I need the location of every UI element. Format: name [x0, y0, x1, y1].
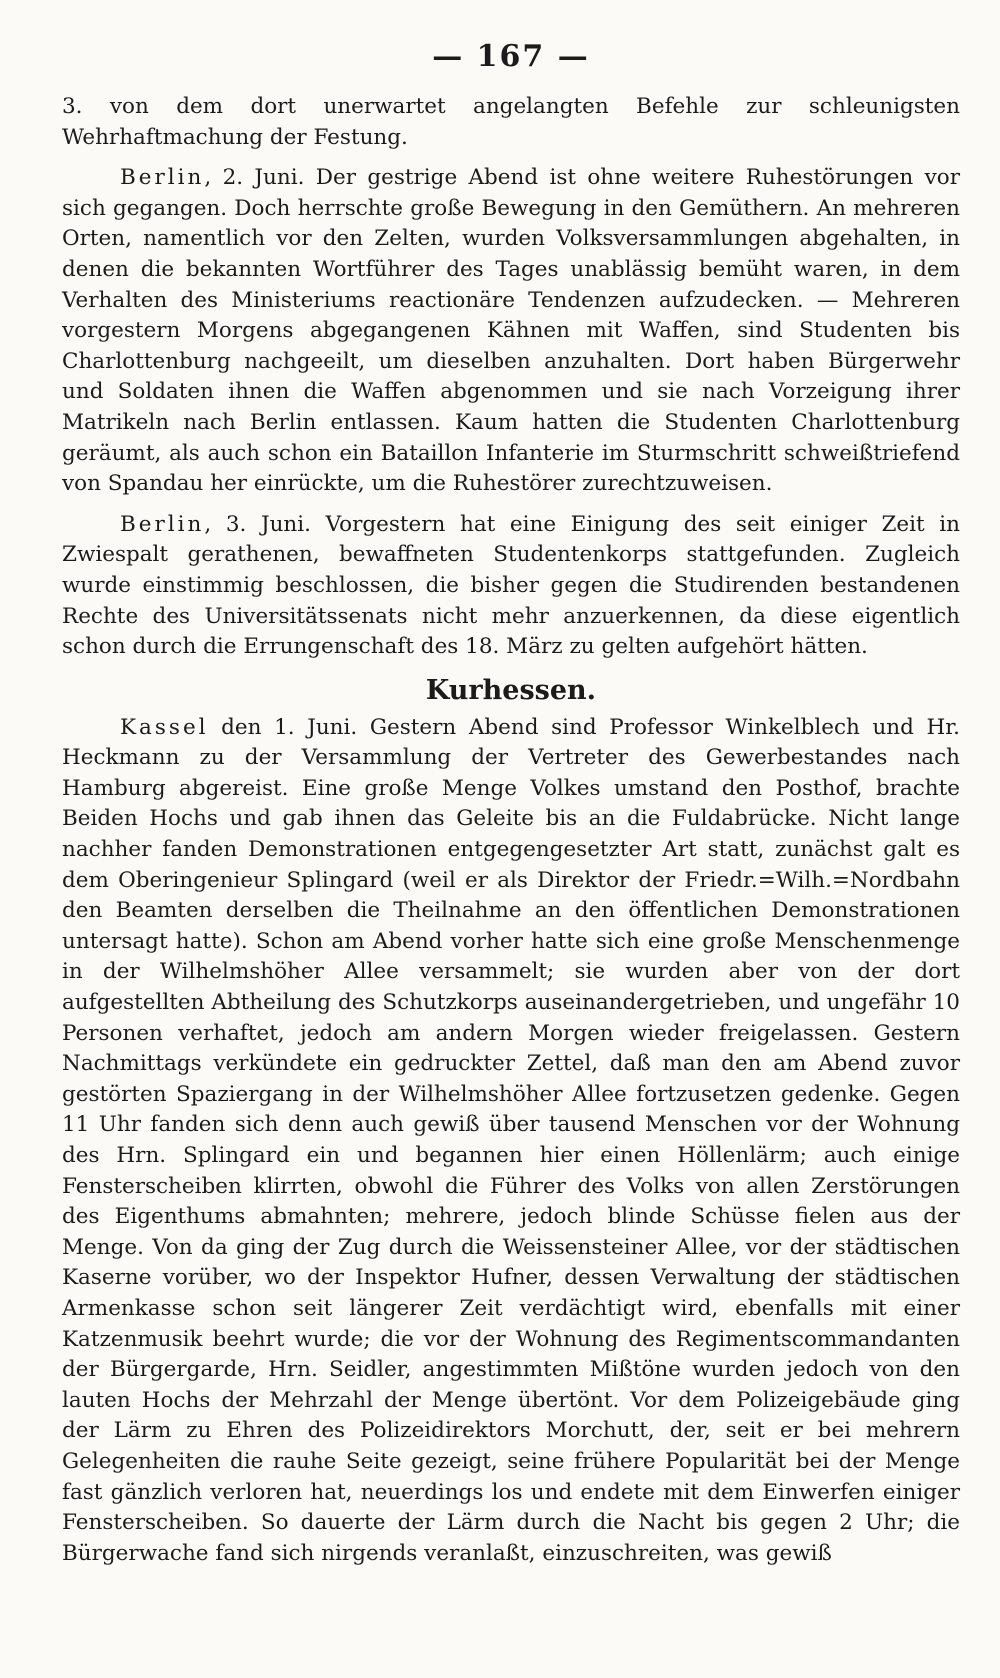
article-place: Berlin: [120, 165, 205, 191]
article-text: Der gestrige Abend ist ohne weitere Ruhestörungen vor sich gegangen. Doch herrschte große Bewegung in den Gemüthern. An mehreren Orten, namentlich vor den Zelten, wurden Volksversammlungen abgehalten, in denen die bekannten Wortführer des Tages unablässig bemüht waren, in dem Verhalten des Ministeriums reactionäre Tendenzen aufzudecken. — Mehreren vorgestern Morgens abgegangenen Kähnen mit Waffen, sind Studenten bis Charlottenburg nachgeeilt, um dieselben anzuhalten. Dort haben Bürgerwehr und Soldaten ihnen die Waffen abgenommen und sie nach Vorzeigung ihrer Matrikeln nach Berlin entlassen. Kaum hatten die Studenten Charlottenburg geräumt, als auch schon ein Bataillon Infanterie im Sturmschritt schweißtriefend von Spandau her einrückte, um die Ruhestörer zurechtzuweisen.: [62, 165, 960, 497]
article-text: Gestern Abend sind Professor Winkelblech und Hr. Heckmann zu der Versammlung der Vertreter des Gewerbestandes nach Hamburg abgereist. Eine große Menge Volkes umstand den Posthof, brachte Beiden Hochs und gab ihnen das Geleite bis an die Fuldabrücke. Nicht lange nachher fanden Demonstrationen entgegengesetzter Art statt, zunächst galt es dem Oberingenieur Splingard (weil er als Direktor der Friedr.=Wilh.=Nordbahn den Beamten derselben die Theilnahme an den öffentlichen Demonstrationen untersagt hatte). Schon am Abend vorher hatte sich eine große Menschenmenge in der Wilhelmshöher Allee versammelt; sie wurden aber von der dort aufgestellten Abtheilung des Schutzkorps auseinandergetrieben, und ungefähr 10 Personen verhaftet, jedoch am andern Morgen wieder freigelassen. Gestern Nachmittags verkündete ein gedruckter Zettel, daß man den am Abend zuvor gestörten Spaziergang in der Wilhelmshöher Allee fortzusetzen gedenke. Gegen 11 Uhr fanden sich denn auch gewiß über tausend Menschen vor der Wohnung des Hrn. Splingard ein und begannen hier einen Höllenlärm; auch einige Fensterscheiben klirrten, obwohl die Führer des Volks von allen Zerstörungen des Eigenthums abmahnten; mehrere, jedoch blinde Schüsse fielen aus der Menge. Von da ging der Zug durch die Weissensteiner Allee, vor der städtischen Kaserne vorüber, wo der Inspektor Hufner, dessen Verwaltung der städtischen Armenkasse schon seit längerer Zeit verdächtigt wird, ebenfalls mit einer Katzenmusik beehrt wurde; die vor der Wohnung des Regimentscommandanten der Bürgergarde, Hrn. Seidler, angestimmten Mißtöne wurden jedoch von den lauten Hochs der Mehrzahl der Menge übertönt. Vor dem Polizeigebäude ging der Lärm zu Ehren des Polizeidirektors Morchutt, der, seit er bei mehrern Gelegenheiten die rauhe Seite gezeigt, seine frühere Popularität bei der Menge fast gänzlich verloren hat, neuerdings los und endete mit dem Einwerfen einiger Fensterscheiben. So dauerte der Lärm durch die Nacht bis gegen 2 Uhr; die Bürgerwache fand sich nirgends veranlaßt, einzuschreiten, was gewiß: [62, 714, 961, 1566]
article-berlin-june-3: [62, 510, 960, 663]
article-place: Kassel: [120, 714, 209, 740]
article-place: Berlin: [120, 511, 205, 537]
article-date: den 1. Juni.: [208, 714, 358, 740]
article-continuation: [62, 92, 960, 153]
article-kassel-june-1: [62, 713, 960, 1570]
article-date: , 3. Juni.: [204, 511, 311, 537]
article-berlin-june-2: [62, 163, 960, 500]
article-date: , 2. Juni.: [204, 165, 305, 191]
section-heading: Kurhessen.: [425, 674, 597, 706]
article-text: Vorgestern hat eine Einigung des seit einiger Zeit in Zwiespalt gerathenen, bewaffneten Studentenkorps stattgefunden. Zugleich wurde einstimmig beschlossen, die bisher gegen die Studirenden bestandenen Rechte des Universitätssenats nicht mehr anzuerkennen, da diese eigentlich schon durch die Errungenschaft des 18. März zu gelten aufgehört hätten.: [62, 511, 961, 660]
article-text: 3. von dem dort unerwartet angelangten Befehle zur schleunigsten Wehrhaftmachung der Festung.: [62, 94, 960, 150]
page-number: — 167 —: [432, 39, 590, 74]
